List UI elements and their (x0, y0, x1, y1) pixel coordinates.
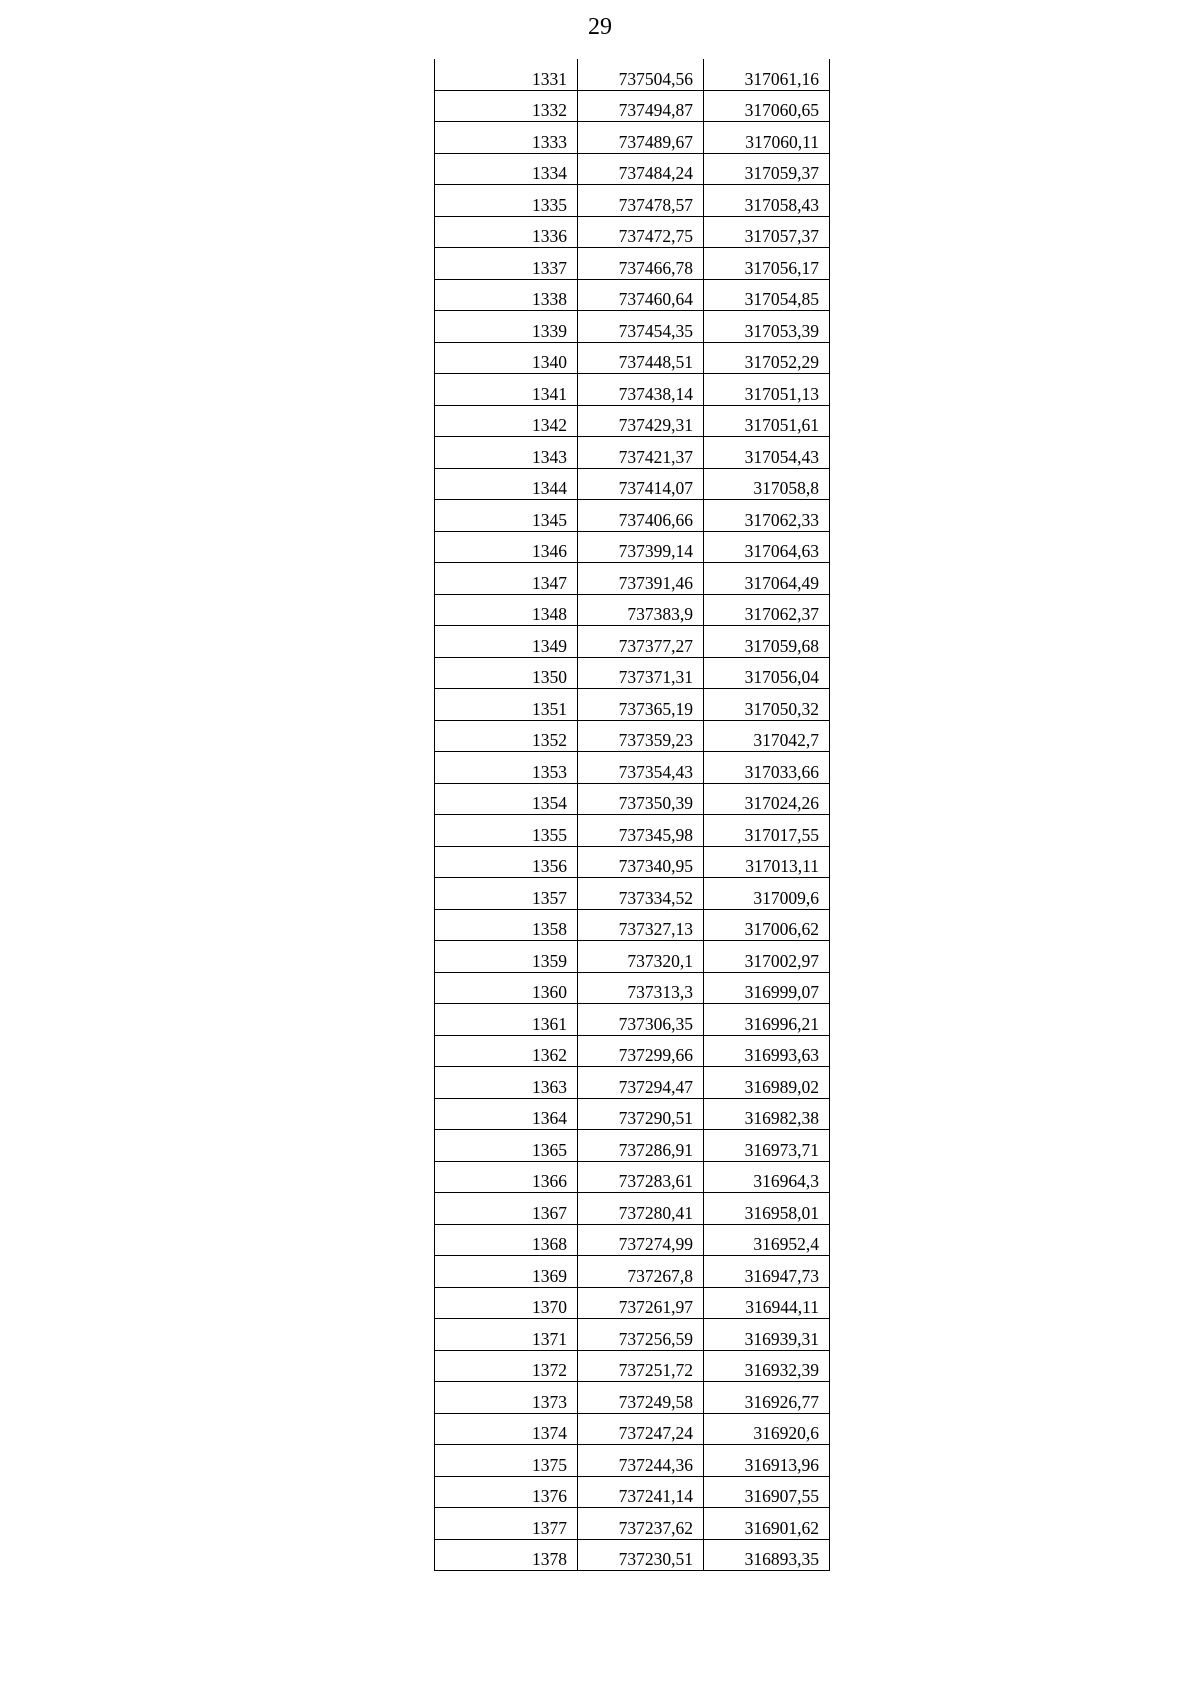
point-number-cell: 1369 (435, 1256, 578, 1288)
x-coordinate-cell: 737294,47 (578, 1067, 704, 1099)
x-coordinate-cell: 737350,39 (578, 783, 704, 815)
point-number-cell: 1347 (435, 563, 578, 595)
table-row (435, 783, 830, 815)
y-coordinate-cell: 317056,17 (704, 248, 830, 280)
point-number-cell: 1338 (435, 279, 578, 311)
x-coordinate-cell: 737472,75 (578, 216, 704, 248)
table-row (435, 1098, 830, 1130)
table-row (435, 1161, 830, 1193)
point-number-cell: 1378 (435, 1539, 578, 1571)
table-row (435, 1382, 830, 1414)
table-row (435, 531, 830, 563)
page-number: 29 (588, 14, 612, 40)
table-row (435, 1130, 830, 1162)
point-number-cell: 1361 (435, 1004, 578, 1036)
y-coordinate-cell: 316973,71 (704, 1130, 830, 1162)
point-number-cell: 1331 (435, 59, 578, 90)
x-coordinate-cell: 737280,41 (578, 1193, 704, 1225)
point-number-cell: 1363 (435, 1067, 578, 1099)
table-row (435, 909, 830, 941)
table-row (435, 1476, 830, 1508)
y-coordinate-cell: 316932,39 (704, 1350, 830, 1382)
x-coordinate-cell: 737406,66 (578, 500, 704, 532)
point-number-cell: 1346 (435, 531, 578, 563)
x-coordinate-cell: 737320,1 (578, 941, 704, 973)
y-coordinate-cell: 317064,63 (704, 531, 830, 563)
y-coordinate-cell: 317017,55 (704, 815, 830, 847)
x-coordinate-cell: 737421,37 (578, 437, 704, 469)
table-row (435, 311, 830, 343)
x-coordinate-cell: 737290,51 (578, 1098, 704, 1130)
table-row (435, 59, 830, 90)
x-coordinate-cell: 737327,13 (578, 909, 704, 941)
point-number-cell: 1334 (435, 153, 578, 185)
table-row (435, 815, 830, 847)
table-row (435, 279, 830, 311)
point-number-cell: 1355 (435, 815, 578, 847)
x-coordinate-cell: 737345,98 (578, 815, 704, 847)
table-row (435, 752, 830, 784)
x-coordinate-cell: 737494,87 (578, 90, 704, 122)
table-row (435, 689, 830, 721)
point-number-cell: 1370 (435, 1287, 578, 1319)
y-coordinate-cell: 317042,7 (704, 720, 830, 752)
table-row (435, 216, 830, 248)
y-coordinate-cell: 316952,4 (704, 1224, 830, 1256)
table-row (435, 626, 830, 658)
table-row (435, 846, 830, 878)
x-coordinate-cell: 737414,07 (578, 468, 704, 500)
y-coordinate-cell: 316989,02 (704, 1067, 830, 1099)
point-number-cell: 1336 (435, 216, 578, 248)
y-coordinate-cell: 317059,37 (704, 153, 830, 185)
y-coordinate-cell: 317033,66 (704, 752, 830, 784)
x-coordinate-cell: 737484,24 (578, 153, 704, 185)
table-row (435, 1004, 830, 1036)
y-coordinate-cell: 316907,55 (704, 1476, 830, 1508)
x-coordinate-cell: 737399,14 (578, 531, 704, 563)
y-coordinate-cell: 317061,16 (704, 59, 830, 90)
x-coordinate-cell: 737448,51 (578, 342, 704, 374)
x-coordinate-cell: 737267,8 (578, 1256, 704, 1288)
coordinates-table (434, 59, 830, 1571)
table-row (435, 1256, 830, 1288)
y-coordinate-cell: 316999,07 (704, 972, 830, 1004)
table-row (435, 153, 830, 185)
point-number-cell: 1377 (435, 1508, 578, 1540)
y-coordinate-cell: 317051,61 (704, 405, 830, 437)
y-coordinate-cell: 317057,37 (704, 216, 830, 248)
x-coordinate-cell: 737489,67 (578, 122, 704, 154)
table-row (435, 941, 830, 973)
table-row (435, 342, 830, 374)
point-number-cell: 1356 (435, 846, 578, 878)
point-number-cell: 1348 (435, 594, 578, 626)
y-coordinate-cell: 317006,62 (704, 909, 830, 941)
y-coordinate-cell: 316982,38 (704, 1098, 830, 1130)
y-coordinate-cell: 316901,62 (704, 1508, 830, 1540)
point-number-cell: 1374 (435, 1413, 578, 1445)
table-row (435, 1508, 830, 1540)
y-coordinate-cell: 316920,6 (704, 1413, 830, 1445)
point-number-cell: 1354 (435, 783, 578, 815)
x-coordinate-cell: 737261,97 (578, 1287, 704, 1319)
x-coordinate-cell: 737249,58 (578, 1382, 704, 1414)
point-number-cell: 1362 (435, 1035, 578, 1067)
table-row (435, 500, 830, 532)
y-coordinate-cell: 317056,04 (704, 657, 830, 689)
y-coordinate-cell: 316958,01 (704, 1193, 830, 1225)
y-coordinate-cell: 317062,33 (704, 500, 830, 532)
point-number-cell: 1367 (435, 1193, 578, 1225)
y-coordinate-cell: 317062,37 (704, 594, 830, 626)
y-coordinate-cell: 316913,96 (704, 1445, 830, 1477)
table-row (435, 1287, 830, 1319)
point-number-cell: 1371 (435, 1319, 578, 1351)
x-coordinate-cell: 737274,99 (578, 1224, 704, 1256)
table-row (435, 1445, 830, 1477)
table-row (435, 1035, 830, 1067)
table-row (435, 374, 830, 406)
x-coordinate-cell: 737237,62 (578, 1508, 704, 1540)
y-coordinate-cell: 317058,8 (704, 468, 830, 500)
y-coordinate-cell: 317053,39 (704, 311, 830, 343)
point-number-cell: 1342 (435, 405, 578, 437)
x-coordinate-cell: 737391,46 (578, 563, 704, 595)
x-coordinate-cell: 737429,31 (578, 405, 704, 437)
table-row (435, 1350, 830, 1382)
table-row (435, 248, 830, 280)
table-row (435, 972, 830, 1004)
x-coordinate-cell: 737256,59 (578, 1319, 704, 1351)
point-number-cell: 1366 (435, 1161, 578, 1193)
table-row (435, 1319, 830, 1351)
table-row (435, 437, 830, 469)
point-number-cell: 1364 (435, 1098, 578, 1130)
point-number-cell: 1341 (435, 374, 578, 406)
y-coordinate-cell: 316926,77 (704, 1382, 830, 1414)
x-coordinate-cell: 737334,52 (578, 878, 704, 910)
x-coordinate-cell: 737299,66 (578, 1035, 704, 1067)
point-number-cell: 1345 (435, 500, 578, 532)
y-coordinate-cell: 317064,49 (704, 563, 830, 595)
point-number-cell: 1375 (435, 1445, 578, 1477)
table-row (435, 563, 830, 595)
x-coordinate-cell: 737306,35 (578, 1004, 704, 1036)
y-coordinate-cell: 316993,63 (704, 1035, 830, 1067)
table-row (435, 1539, 830, 1571)
point-number-cell: 1335 (435, 185, 578, 217)
y-coordinate-cell: 317009,6 (704, 878, 830, 910)
table-row (435, 720, 830, 752)
y-coordinate-cell: 316939,31 (704, 1319, 830, 1351)
x-coordinate-cell: 737251,72 (578, 1350, 704, 1382)
table-row (435, 594, 830, 626)
x-coordinate-cell: 737340,95 (578, 846, 704, 878)
y-coordinate-cell: 317050,32 (704, 689, 830, 721)
y-coordinate-cell: 316996,21 (704, 1004, 830, 1036)
point-number-cell: 1368 (435, 1224, 578, 1256)
table-row (435, 122, 830, 154)
table-row (435, 90, 830, 122)
point-number-cell: 1360 (435, 972, 578, 1004)
x-coordinate-cell: 737371,31 (578, 657, 704, 689)
x-coordinate-cell: 737241,14 (578, 1476, 704, 1508)
y-coordinate-cell: 317059,68 (704, 626, 830, 658)
x-coordinate-cell: 737230,51 (578, 1539, 704, 1571)
x-coordinate-cell: 737244,36 (578, 1445, 704, 1477)
x-coordinate-cell: 737454,35 (578, 311, 704, 343)
y-coordinate-cell: 317013,11 (704, 846, 830, 878)
x-coordinate-cell: 737365,19 (578, 689, 704, 721)
x-coordinate-cell: 737438,14 (578, 374, 704, 406)
x-coordinate-cell: 737286,91 (578, 1130, 704, 1162)
x-coordinate-cell: 737377,27 (578, 626, 704, 658)
table-row (435, 468, 830, 500)
point-number-cell: 1376 (435, 1476, 578, 1508)
point-number-cell: 1337 (435, 248, 578, 280)
point-number-cell: 1373 (435, 1382, 578, 1414)
point-number-cell: 1351 (435, 689, 578, 721)
y-coordinate-cell: 316893,35 (704, 1539, 830, 1571)
point-number-cell: 1372 (435, 1350, 578, 1382)
table-row (435, 405, 830, 437)
x-coordinate-cell: 737354,43 (578, 752, 704, 784)
y-coordinate-cell: 317060,11 (704, 122, 830, 154)
y-coordinate-cell: 317051,13 (704, 374, 830, 406)
point-number-cell: 1339 (435, 311, 578, 343)
coordinates-table-body (435, 59, 830, 1571)
point-number-cell: 1332 (435, 90, 578, 122)
point-number-cell: 1333 (435, 122, 578, 154)
x-coordinate-cell: 737283,61 (578, 1161, 704, 1193)
point-number-cell: 1352 (435, 720, 578, 752)
x-coordinate-cell: 737478,57 (578, 185, 704, 217)
point-number-cell: 1365 (435, 1130, 578, 1162)
y-coordinate-cell: 316947,73 (704, 1256, 830, 1288)
x-coordinate-cell: 737504,56 (578, 59, 704, 90)
point-number-cell: 1359 (435, 941, 578, 973)
point-number-cell: 1350 (435, 657, 578, 689)
y-coordinate-cell: 317054,85 (704, 279, 830, 311)
table-row (435, 878, 830, 910)
point-number-cell: 1358 (435, 909, 578, 941)
point-number-cell: 1344 (435, 468, 578, 500)
point-number-cell: 1343 (435, 437, 578, 469)
y-coordinate-cell: 317054,43 (704, 437, 830, 469)
point-number-cell: 1349 (435, 626, 578, 658)
y-coordinate-cell: 317052,29 (704, 342, 830, 374)
y-coordinate-cell: 317060,65 (704, 90, 830, 122)
table-row (435, 1413, 830, 1445)
table-row (435, 185, 830, 217)
x-coordinate-cell: 737383,9 (578, 594, 704, 626)
y-coordinate-cell: 316944,11 (704, 1287, 830, 1319)
y-coordinate-cell: 317024,26 (704, 783, 830, 815)
point-number-cell: 1353 (435, 752, 578, 784)
y-coordinate-cell: 316964,3 (704, 1161, 830, 1193)
table-row (435, 1224, 830, 1256)
y-coordinate-cell: 317058,43 (704, 185, 830, 217)
point-number-cell: 1340 (435, 342, 578, 374)
table-row (435, 657, 830, 689)
table-row (435, 1067, 830, 1099)
table-row (435, 1193, 830, 1225)
x-coordinate-cell: 737247,24 (578, 1413, 704, 1445)
x-coordinate-cell: 737466,78 (578, 248, 704, 280)
x-coordinate-cell: 737359,23 (578, 720, 704, 752)
y-coordinate-cell: 317002,97 (704, 941, 830, 973)
x-coordinate-cell: 737313,3 (578, 972, 704, 1004)
x-coordinate-cell: 737460,64 (578, 279, 704, 311)
point-number-cell: 1357 (435, 878, 578, 910)
